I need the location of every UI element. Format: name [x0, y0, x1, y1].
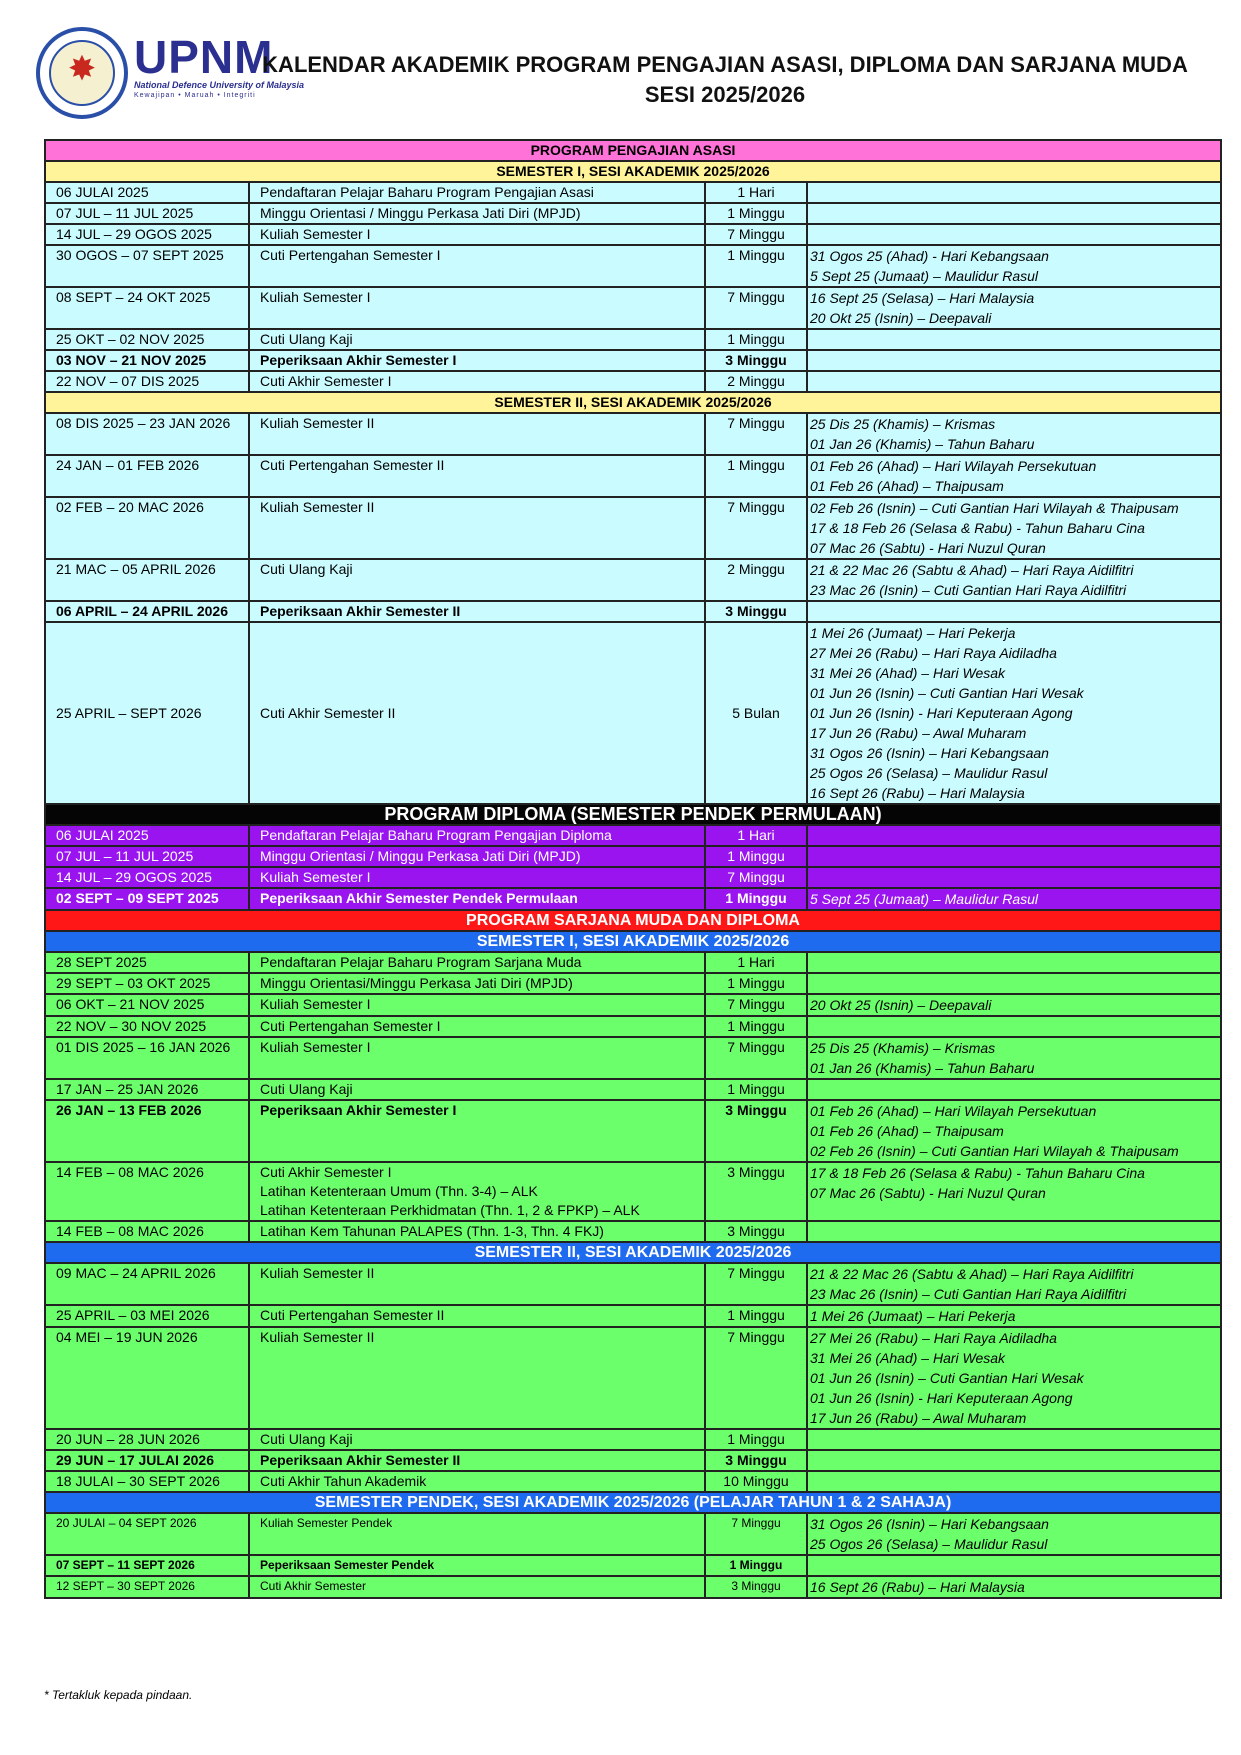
date-range: 06 JULAI 2025 [45, 182, 249, 203]
activity-line: Cuti Pertengahan Semester I [260, 1018, 441, 1034]
holiday-note: 5 Sept 25 (Jumaat) – Maulidur Rasul [810, 268, 1038, 284]
date-range: 06 JULAI 2025 [45, 825, 249, 846]
activity-line: Minggu Orientasi/Minggu Perkasa Jati Diri (MPJD) [260, 975, 573, 991]
holiday-notes [807, 1037, 1221, 1079]
holiday-notes [807, 1555, 1221, 1576]
section-band [45, 161, 1221, 182]
holiday-note: 17 Jun 26 (Rabu) – Awal Muharam [810, 725, 1027, 741]
activity-line: Peperiksaan Akhir Semester II [260, 1452, 461, 1468]
activity [249, 1079, 705, 1100]
activity [249, 1305, 705, 1327]
duration: 7 Minggu [705, 867, 807, 888]
activity [249, 1471, 705, 1492]
activity [249, 1327, 705, 1429]
date-range: 20 JULAI – 04 SEPT 2026 [45, 1513, 249, 1555]
holiday-notes [807, 1016, 1221, 1037]
section-title: SEMESTER II, SESI AKADEMIK 2025/2026 [45, 1242, 1221, 1263]
section-band [45, 1492, 1221, 1513]
holiday-notes [807, 1305, 1221, 1327]
holiday-note: 17 & 18 Feb 26 (Selasa & Rabu) - Tahun Baharu Cina [810, 1165, 1145, 1181]
holiday-note: 07 Mac 26 (Sabtu) - Hari Nuzul Quran [810, 540, 1046, 556]
duration: 3 Minggu [705, 1450, 807, 1471]
holiday-note: 01 Jun 26 (Isnin) – Cuti Gantian Hari Wesak [810, 685, 1084, 701]
activity-line: Kuliah Semester I [260, 226, 371, 242]
duration: 1 Minggu [705, 455, 807, 497]
holiday-note: 01 Jan 26 (Khamis) – Tahun Baharu [810, 1060, 1035, 1076]
date-range: 06 OKT – 21 NOV 2025 [45, 994, 249, 1016]
activity [249, 1037, 705, 1079]
holiday-note: 21 & 22 Mac 26 (Sabtu & Ahad) – Hari Raya Aidilfitri [810, 1266, 1134, 1282]
holiday-notes [807, 245, 1221, 287]
calendar-row [45, 846, 1221, 867]
activity-line: Cuti Akhir Semester I [260, 373, 392, 389]
activity-line: Kuliah Semester II [260, 499, 375, 515]
activity-line: Cuti Akhir Semester I [260, 1164, 392, 1180]
activity-line: Cuti Akhir Tahun Akademik [260, 1473, 427, 1489]
holiday-notes [807, 994, 1221, 1016]
date-range: 30 OGOS – 07 SEPT 2025 [45, 245, 249, 287]
date-range: 18 JULAI – 30 SEPT 2026 [45, 1471, 249, 1492]
holiday-note: 25 Ogos 26 (Selasa) – Maulidur Rasul [810, 765, 1048, 781]
holiday-note: 07 Mac 26 (Sabtu) - Hari Nuzul Quran [810, 1185, 1046, 1201]
holiday-note: 27 Mei 26 (Rabu) – Hari Raya Aidiladha [810, 645, 1057, 661]
duration: 1 Minggu [705, 1016, 807, 1037]
holiday-notes [807, 371, 1221, 392]
holiday-notes [807, 846, 1221, 867]
holiday-note: 01 Jun 26 (Isnin) – Cuti Gantian Hari Wesak [810, 1370, 1084, 1386]
activity [249, 1100, 705, 1162]
calendar-row [45, 867, 1221, 888]
holiday-notes [807, 1429, 1221, 1450]
holiday-note: 01 Jun 26 (Isnin) - Hari Keputeraan Agong [810, 705, 1073, 721]
duration: 7 Minggu [705, 1037, 807, 1079]
holiday-note: 02 Feb 26 (Isnin) – Cuti Gantian Hari Wilayah & Thaipusam [810, 1143, 1179, 1159]
calendar-row [45, 825, 1221, 846]
holiday-notes [807, 867, 1221, 888]
duration: 7 Minggu [705, 1263, 807, 1305]
duration: 3 Minggu [705, 1221, 807, 1242]
holiday-note: 01 Jun 26 (Isnin) - Hari Keputeraan Agong [810, 1390, 1073, 1406]
activity [249, 867, 705, 888]
holiday-notes [807, 1513, 1221, 1555]
activity [249, 559, 705, 601]
holiday-note: 23 Mac 26 (Isnin) – Cuti Gantian Hari Raya Aidilfitri [810, 1286, 1127, 1302]
duration: 3 Minggu [705, 1162, 807, 1221]
holiday-note: 5 Sept 25 (Jumaat) – Maulidur Rasul [810, 891, 1038, 907]
holiday-notes [807, 1079, 1221, 1100]
duration: 7 Minggu [705, 287, 807, 329]
date-range: 29 SEPT – 03 OKT 2025 [45, 973, 249, 994]
holiday-note: 25 Ogos 26 (Selasa) – Maulidur Rasul [810, 1536, 1048, 1552]
holiday-note: 1 Mei 26 (Jumaat) – Hari Pekerja [810, 1308, 1016, 1324]
calendar-row [45, 413, 1221, 455]
date-range: 06 APRIL – 24 APRIL 2026 [45, 601, 249, 622]
holiday-note: 1 Mei 26 (Jumaat) – Hari Pekerja [810, 625, 1016, 641]
academic-calendar-table [44, 139, 1222, 1599]
duration: 7 Minggu [705, 224, 807, 245]
holiday-note: 31 Ogos 25 (Ahad) - Hari Kebangsaan [810, 248, 1049, 264]
calendar-row [45, 287, 1221, 329]
date-range: 22 NOV – 07 DIS 2025 [45, 371, 249, 392]
duration: 3 Minggu [705, 350, 807, 371]
duration: 7 Minggu [705, 994, 807, 1016]
duration: 1 Minggu [705, 1079, 807, 1100]
calendar-row [45, 1016, 1221, 1037]
duration: 1 Minggu [705, 1555, 807, 1576]
holiday-note: 01 Feb 26 (Ahad) – Hari Wilayah Persekutuan [810, 458, 1097, 474]
activity-line: Peperiksaan Akhir Semester Pendek Permulaan [260, 890, 578, 906]
holiday-note: 17 & 18 Feb 26 (Selasa & Rabu) - Tahun Baharu Cina [810, 520, 1145, 536]
holiday-notes [807, 1162, 1221, 1221]
activity-line: Peperiksaan Akhir Semester II [260, 603, 461, 619]
activity-line: Kuliah Semester I [260, 996, 371, 1012]
section-band [45, 140, 1221, 161]
holiday-notes [807, 1263, 1221, 1305]
activity-line: Kuliah Semester II [260, 1265, 375, 1281]
holiday-notes [807, 224, 1221, 245]
date-range: 08 DIS 2025 – 23 JAN 2026 [45, 413, 249, 455]
activity [249, 1162, 705, 1221]
calendar-body [45, 140, 1221, 1598]
duration: 1 Minggu [705, 329, 807, 350]
activity [249, 1513, 705, 1555]
date-range: 09 MAC – 24 APRIL 2026 [45, 1263, 249, 1305]
holiday-notes [807, 1576, 1221, 1598]
calendar-row [45, 1162, 1221, 1221]
calendar-row [45, 1513, 1221, 1555]
date-range: 22 NOV – 30 NOV 2025 [45, 1016, 249, 1037]
holiday-notes [807, 1327, 1221, 1429]
holiday-notes [807, 888, 1221, 910]
duration: 5 Bulan [705, 622, 807, 804]
date-range: 20 JUN – 28 JUN 2026 [45, 1429, 249, 1450]
date-range: 08 SEPT – 24 OKT 2025 [45, 287, 249, 329]
holiday-notes [807, 329, 1221, 350]
duration: 7 Minggu [705, 1513, 807, 1555]
date-range: 26 JAN – 13 FEB 2026 [45, 1100, 249, 1162]
activity-line: Cuti Pertengahan Semester I [260, 247, 441, 263]
holiday-note: 01 Feb 26 (Ahad) – Hari Wilayah Persekutuan [810, 1103, 1097, 1119]
activity [249, 1263, 705, 1305]
holiday-notes [807, 350, 1221, 371]
section-band [45, 931, 1221, 952]
activity-line: Kuliah Semester I [260, 289, 371, 305]
holiday-notes [807, 287, 1221, 329]
activity [249, 350, 705, 371]
duration: 7 Minggu [705, 1327, 807, 1429]
activity-line: Kuliah Semester Pendek [260, 1516, 393, 1530]
calendar-row [45, 455, 1221, 497]
holiday-note: 31 Mei 26 (Ahad) – Hari Wesak [810, 1350, 1006, 1366]
section-title: SEMESTER PENDEK, SESI AKADEMIK 2025/2026 (PELAJAR TAHUN 1 & 2 SAHAJA) [45, 1492, 1221, 1513]
duration: 7 Minggu [705, 497, 807, 559]
holiday-note: 25 Dis 25 (Khamis) – Krismas [810, 1040, 996, 1056]
holiday-note: 16 Sept 25 (Selasa) – Hari Malaysia [810, 290, 1035, 306]
duration: 1 Hari [705, 182, 807, 203]
holiday-notes [807, 973, 1221, 994]
logo-tagline: Kewajipan • Maruah • Integriti [134, 92, 256, 99]
activity-line: Cuti Ulang Kaji [260, 331, 353, 347]
holiday-notes [807, 825, 1221, 846]
holiday-notes [807, 182, 1221, 203]
section-band [45, 1242, 1221, 1263]
document-title [255, 50, 1195, 110]
activity [249, 1016, 705, 1037]
activity [249, 497, 705, 559]
activity-line: Pendaftaran Pelajar Baharu Program Sarjana Muda [260, 954, 582, 970]
activity-line: Minggu Orientasi / Minggu Perkasa Jati Diri (MPJD) [260, 848, 581, 864]
activity [249, 182, 705, 203]
calendar-row [45, 371, 1221, 392]
holiday-notes [807, 559, 1221, 601]
calendar-row [45, 329, 1221, 350]
holiday-note: 20 Okt 25 (Isnin) – Deepavali [810, 997, 992, 1013]
date-range: 24 JAN – 01 FEB 2026 [45, 455, 249, 497]
holiday-notes [807, 1100, 1221, 1162]
holiday-note: 01 Jan 26 (Khamis) – Tahun Baharu [810, 436, 1035, 452]
holiday-note: 20 Okt 25 (Isnin) – Deepavali [810, 310, 992, 326]
calendar-row [45, 1555, 1221, 1576]
activity [249, 994, 705, 1016]
activity [249, 622, 705, 804]
date-range: 07 SEPT – 11 SEPT 2026 [45, 1555, 249, 1576]
logo-subtitle: National Defence University of Malaysia [134, 80, 305, 90]
calendar-row [45, 601, 1221, 622]
section-band [45, 392, 1221, 413]
activity [249, 224, 705, 245]
date-range: 21 MAC – 05 APRIL 2026 [45, 559, 249, 601]
duration: 1 Minggu [705, 203, 807, 224]
holiday-note: 16 Sept 26 (Rabu) – Hari Malaysia [810, 785, 1025, 801]
calendar-row [45, 224, 1221, 245]
calendar-row [45, 559, 1221, 601]
activity-line: Cuti Pertengahan Semester II [260, 1307, 445, 1323]
date-range: 17 JAN – 25 JAN 2026 [45, 1079, 249, 1100]
calendar-row [45, 1037, 1221, 1079]
activity-line: Cuti Akhir Semester II [260, 704, 396, 721]
activity-line: Peperiksaan Akhir Semester I [260, 352, 457, 368]
calendar-row [45, 1429, 1221, 1450]
activity-line: Kuliah Semester II [260, 1329, 375, 1345]
footnote: * Tertakluk kepada pindaan. [44, 1688, 193, 1702]
calendar-row [45, 1079, 1221, 1100]
holiday-note: 31 Ogos 26 (Isnin) – Hari Kebangsaan [810, 1516, 1049, 1532]
activity [249, 952, 705, 973]
date-range: 02 SEPT – 09 SEPT 2025 [45, 888, 249, 910]
activity-line: Peperiksaan Semester Pendek [260, 1558, 435, 1572]
activity [249, 1555, 705, 1576]
section-title: PROGRAM SARJANA MUDA DAN DIPLOMA [45, 910, 1221, 931]
activity [249, 413, 705, 455]
duration: 1 Minggu [705, 888, 807, 910]
document-header [0, 0, 1241, 135]
activity [249, 1221, 705, 1242]
activity-line: Cuti Akhir Semester [260, 1579, 367, 1593]
calendar-row [45, 245, 1221, 287]
duration: 2 Minggu [705, 559, 807, 601]
holiday-notes [807, 622, 1221, 804]
duration: 7 Minggu [705, 413, 807, 455]
holiday-notes [807, 1450, 1221, 1471]
activity-line: Pendaftaran Pelajar Baharu Program Pengajian Diploma [260, 827, 612, 843]
holiday-notes [807, 203, 1221, 224]
activity-line: Latihan Kem Tahunan PALAPES (Thn. 1-3, Thn. 4 FKJ) [260, 1223, 604, 1239]
university-seal-icon: ✸ [36, 27, 128, 119]
duration: 1 Minggu [705, 1429, 807, 1450]
holiday-note: 01 Feb 26 (Ahad) – Thaipusam [810, 1123, 1004, 1139]
calendar-row [45, 1263, 1221, 1305]
activity-line: Latihan Ketenteraan Perkhidmatan (Thn. 1, 2 & FPKP) – ALK [260, 1202, 640, 1218]
holiday-notes [807, 601, 1221, 622]
activity [249, 888, 705, 910]
calendar-row [45, 952, 1221, 973]
duration: 1 Minggu [705, 973, 807, 994]
holiday-notes [807, 413, 1221, 455]
title-line-2: SESI 2025/2026 [644, 82, 806, 107]
section-title: PROGRAM DIPLOMA (SEMESTER PENDEK PERMULAAN) [45, 804, 1221, 825]
activity [249, 973, 705, 994]
activity-line: Cuti Ulang Kaji [260, 561, 353, 577]
activity [249, 1450, 705, 1471]
calendar-row [45, 1471, 1221, 1492]
date-range: 07 JUL – 11 JUL 2025 [45, 846, 249, 867]
holiday-note: 02 Feb 26 (Isnin) – Cuti Gantian Hari Wilayah & Thaipusam [810, 500, 1179, 516]
duration: 1 Hari [705, 825, 807, 846]
activity-line: Cuti Ulang Kaji [260, 1081, 353, 1097]
holiday-note: 01 Feb 26 (Ahad) – Thaipusam [810, 478, 1004, 494]
date-range: 14 JUL – 29 OGOS 2025 [45, 224, 249, 245]
holiday-notes [807, 497, 1221, 559]
activity [249, 245, 705, 287]
activity-line: Peperiksaan Akhir Semester I [260, 1102, 457, 1118]
date-range: 25 APRIL – SEPT 2026 [45, 622, 249, 804]
activity-line: Minggu Orientasi / Minggu Perkasa Jati Diri (MPJD) [260, 205, 581, 221]
duration: 1 Minggu [705, 1305, 807, 1327]
calendar-row [45, 1305, 1221, 1327]
activity [249, 601, 705, 622]
section-band [45, 804, 1221, 825]
calendar-row [45, 1221, 1221, 1242]
holiday-notes [807, 952, 1221, 973]
holiday-notes [807, 1221, 1221, 1242]
holiday-note: 25 Dis 25 (Khamis) – Krismas [810, 416, 996, 432]
section-title: SEMESTER I, SESI AKADEMIK 2025/2026 [45, 161, 1221, 182]
activity-line: Cuti Pertengahan Semester II [260, 457, 445, 473]
activity [249, 846, 705, 867]
activity [249, 455, 705, 497]
date-range: 12 SEPT – 30 SEPT 2026 [45, 1576, 249, 1598]
calendar-row [45, 182, 1221, 203]
date-range: 28 SEPT 2025 [45, 952, 249, 973]
holiday-note: 31 Mei 26 (Ahad) – Hari Wesak [810, 665, 1006, 681]
activity [249, 1576, 705, 1598]
date-range: 29 JUN – 17 JULAI 2026 [45, 1450, 249, 1471]
date-range: 04 MEI – 19 JUN 2026 [45, 1327, 249, 1429]
duration: 1 Minggu [705, 245, 807, 287]
calendar-row [45, 973, 1221, 994]
date-range: 14 FEB – 08 MAC 2026 [45, 1221, 249, 1242]
calendar-row [45, 1100, 1221, 1162]
date-range: 02 FEB – 20 MAC 2026 [45, 497, 249, 559]
date-range: 07 JUL – 11 JUL 2025 [45, 203, 249, 224]
date-range: 14 JUL – 29 OGOS 2025 [45, 867, 249, 888]
activity-line: Cuti Ulang Kaji [260, 1431, 353, 1447]
calendar-row [45, 497, 1221, 559]
holiday-notes [807, 1471, 1221, 1492]
duration: 1 Minggu [705, 846, 807, 867]
duration: 10 Minggu [705, 1471, 807, 1492]
section-band [45, 910, 1221, 931]
title-line-1: KALENDAR AKADEMIK PROGRAM PENGAJIAN ASASI, DIPLOMA DAN SARJANA MUDA [262, 52, 1188, 77]
calendar-row [45, 888, 1221, 910]
section-title: SEMESTER I, SESI AKADEMIK 2025/2026 [45, 931, 1221, 952]
calendar-row [45, 1450, 1221, 1471]
holiday-note: 27 Mei 26 (Rabu) – Hari Raya Aidiladha [810, 1330, 1057, 1346]
date-range: 25 OKT – 02 NOV 2025 [45, 329, 249, 350]
activity [249, 203, 705, 224]
duration: 3 Minggu [705, 1100, 807, 1162]
holiday-note: 21 & 22 Mac 26 (Sabtu & Ahad) – Hari Raya Aidilfitri [810, 562, 1134, 578]
duration: 1 Hari [705, 952, 807, 973]
activity-line: Kuliah Semester II [260, 415, 375, 431]
activity [249, 371, 705, 392]
calendar-row [45, 350, 1221, 371]
calendar-row [45, 1576, 1221, 1598]
duration: 3 Minggu [705, 601, 807, 622]
activity [249, 329, 705, 350]
date-range: 01 DIS 2025 – 16 JAN 2026 [45, 1037, 249, 1079]
holiday-note: 17 Jun 26 (Rabu) – Awal Muharam [810, 1410, 1027, 1426]
calendar-row [45, 1327, 1221, 1429]
logo-text: UPNM [134, 31, 274, 83]
section-title: PROGRAM PENGAJIAN ASASI [45, 140, 1221, 161]
activity [249, 825, 705, 846]
date-range: 14 FEB – 08 MAC 2026 [45, 1162, 249, 1221]
duration: 2 Minggu [705, 371, 807, 392]
calendar-row [45, 994, 1221, 1016]
holiday-note: 23 Mac 26 (Isnin) – Cuti Gantian Hari Raya Aidilfitri [810, 582, 1127, 598]
calendar-row [45, 622, 1221, 804]
holiday-notes [807, 455, 1221, 497]
date-range: 25 APRIL – 03 MEI 2026 [45, 1305, 249, 1327]
activity-line: Kuliah Semester I [260, 869, 371, 885]
activity-line: Pendaftaran Pelajar Baharu Program Pengajian Asasi [260, 184, 594, 200]
duration: 3 Minggu [705, 1576, 807, 1598]
calendar-row [45, 203, 1221, 224]
holiday-note: 16 Sept 26 (Rabu) – Hari Malaysia [810, 1579, 1025, 1595]
activity [249, 1429, 705, 1450]
holiday-note: 31 Ogos 26 (Isnin) – Hari Kebangsaan [810, 745, 1049, 761]
date-range: 03 NOV – 21 NOV 2025 [45, 350, 249, 371]
activity [249, 287, 705, 329]
activity-line: Kuliah Semester I [260, 1039, 371, 1055]
section-title: SEMESTER II, SESI AKADEMIK 2025/2026 [45, 392, 1221, 413]
activity-line: Latihan Ketenteraan Umum (Thn. 3-4) – ALK [260, 1183, 538, 1199]
